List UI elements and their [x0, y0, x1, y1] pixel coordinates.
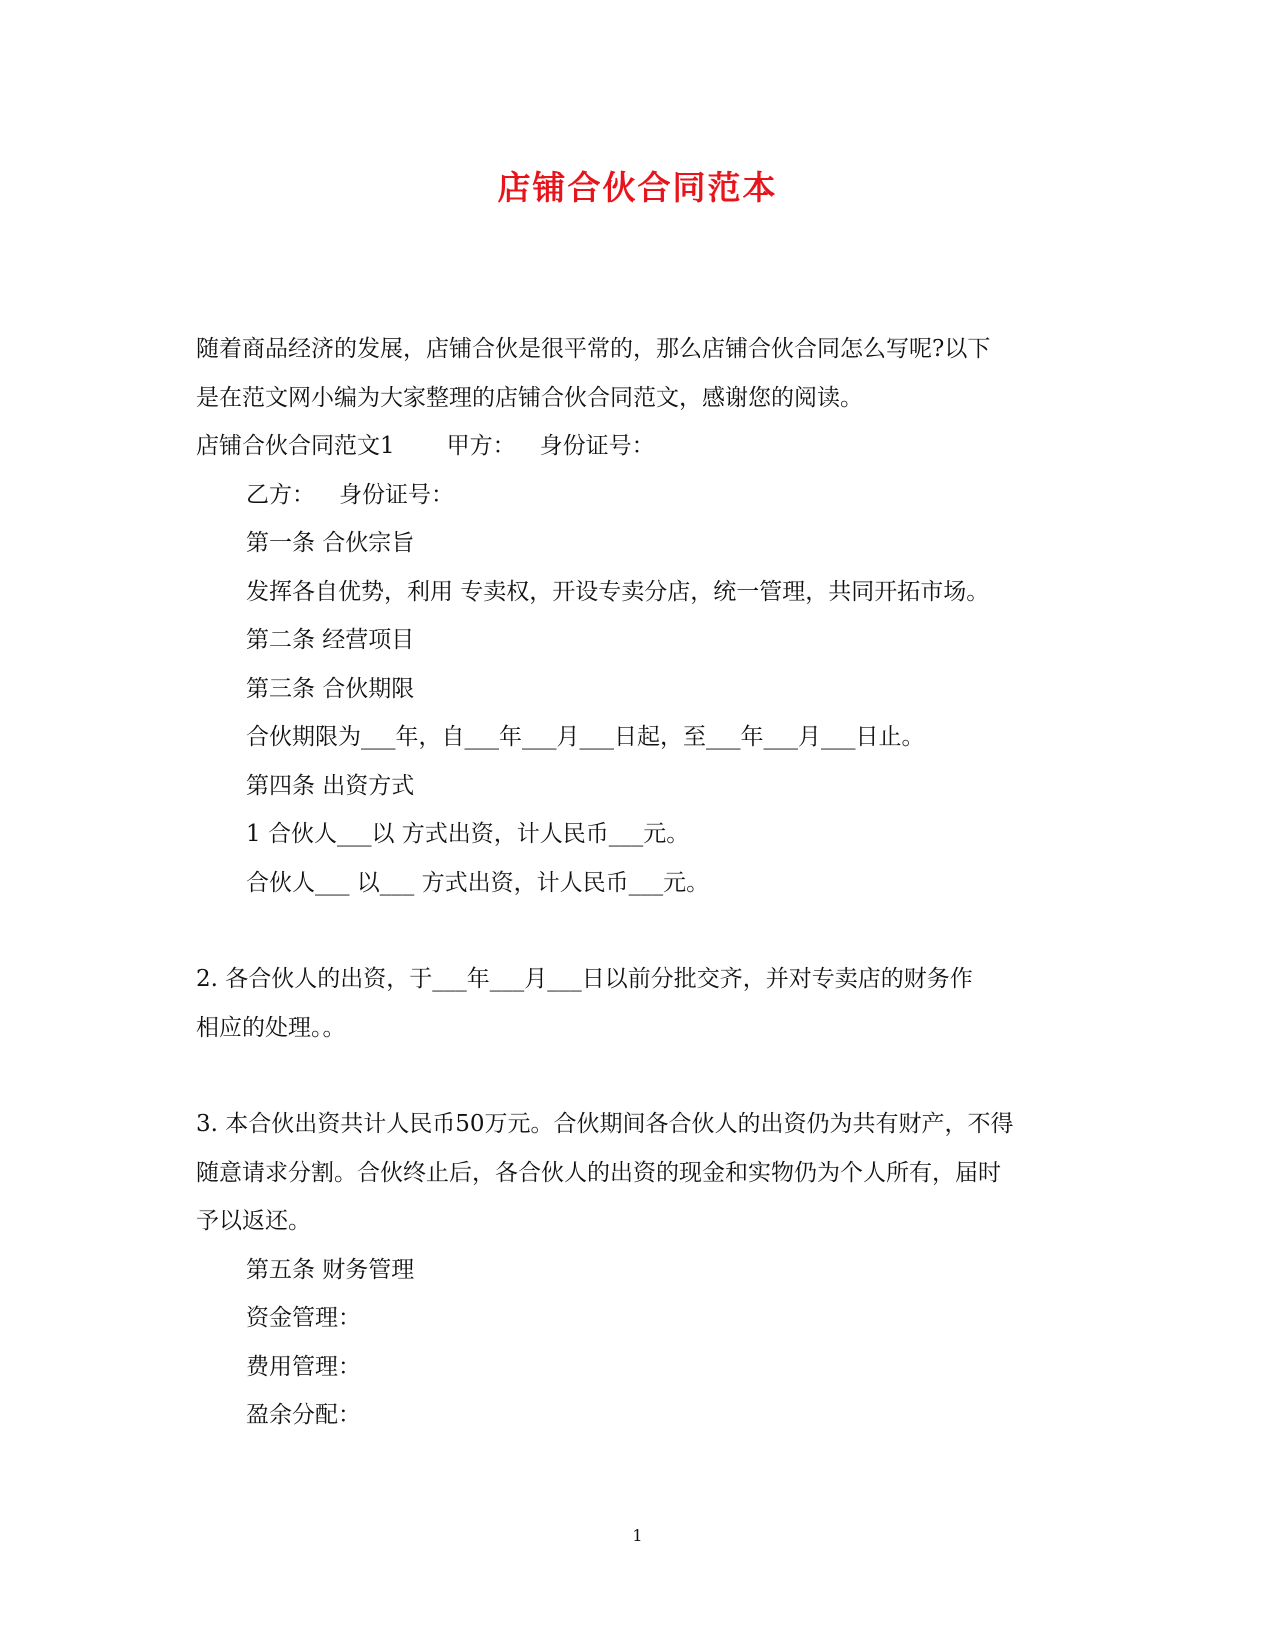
sample-label: 店铺合伙合同范文1: [196, 433, 395, 459]
article-1-title: 第一条 合伙宗旨: [246, 530, 415, 556]
clause-3-line-3: 予以返还。: [196, 1208, 311, 1234]
article-3-body: 合伙期限为___年，自___年___月___日起，至___年___月___日止。: [246, 724, 925, 750]
expense-management: 费用管理：: [246, 1353, 361, 1380]
clause-3-line-2: 随意请求分割。合伙终止后，各合伙人的出资的现金和实物仍为个人所有，届时: [196, 1159, 1001, 1186]
party-b-line: [196, 471, 1076, 520]
party-b-id-label: 身份证号：: [339, 481, 454, 508]
article-5-title: 第五条 财务管理: [246, 1256, 415, 1283]
page-number: 1: [632, 1526, 643, 1545]
party-a-id-label: 身份证号：: [539, 433, 655, 459]
intro-line-1: 随着商品经济的发展，店铺合伙是很平常的，那么店铺合伙合同怎么写呢?以下: [196, 336, 991, 362]
article-4-item-1: 1 合伙人___以 方式出资，计人民币___元。: [246, 821, 690, 847]
article-3-title: 第三条 合伙期限: [246, 675, 415, 702]
fund-management: 资金管理：: [246, 1305, 361, 1331]
article-2-title: 第二条 经营项目: [246, 627, 415, 653]
document-body: [196, 325, 1076, 1440]
clause-2-line-2: 相应的处理。。: [196, 1014, 346, 1041]
spacer: [196, 1052, 1076, 1100]
clause-2-line-1: 2. 各合伙人的出资，于___年___月___日以前分批交齐，并对专卖店的财务作: [196, 966, 973, 992]
contract-heading-line: [196, 422, 1076, 471]
document-title: 店铺合伙合同范本: [497, 168, 778, 207]
surplus-distribution: 盈余分配：: [246, 1402, 361, 1428]
party-b-label: 乙方：: [246, 481, 315, 508]
party-a-label: 甲方：: [446, 433, 516, 459]
article-4-title: 第四条 出资方式: [246, 772, 415, 799]
article-1-body: 发挥各自优势，利用 专卖权，开设专卖分店，统一管理，共同开拓市场。: [246, 578, 990, 605]
article-4-item-1b: 合伙人___ 以___ 方式出资，计人民币___元。: [246, 869, 710, 896]
intro-line-2: 是在范文网小编为大家整理的店铺合伙合同范文，感谢您的阅读。: [196, 384, 863, 411]
spacer: [196, 907, 1076, 955]
clause-3-line-1: 3. 本合伙出资共计人民币50万元。合伙期间各合伙人的出资仍为共有财产，不得: [196, 1111, 1014, 1137]
